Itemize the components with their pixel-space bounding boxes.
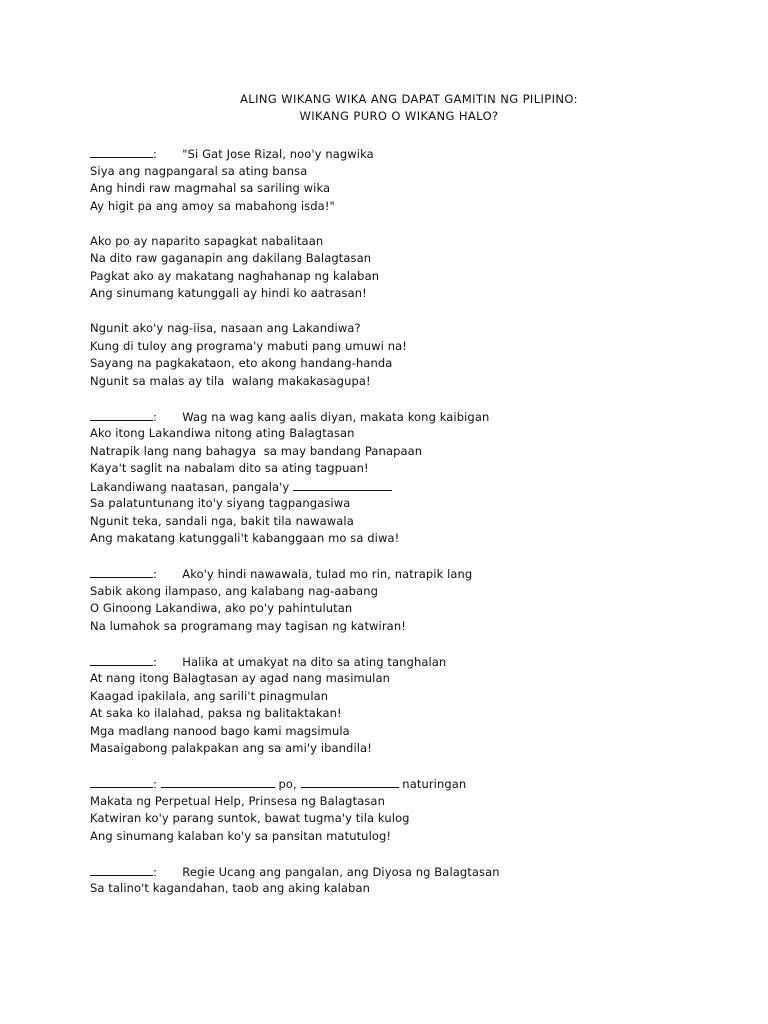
stanza-1	[90, 145, 730, 215]
poem-body	[90, 145, 730, 915]
verse-line: Ang hindi raw magmahal sa sariling wika	[90, 181, 331, 195]
verse-line: Sabik akong ilampaso, ang kalabang nag-aabang	[90, 583, 379, 598]
verse-line: Ang makatang katunggali't kabanggaan mo sa diwa!	[90, 531, 400, 545]
speaker-blank	[90, 863, 153, 876]
verse-line: Pagkat ako ay makatang naghahanap ng kalaban	[90, 268, 380, 283]
stanza-4	[90, 408, 730, 548]
verse-line: Makata ng Perpetual Help, Prinsesa ng Balagtasan	[90, 793, 385, 808]
verse-line: Ako itong Lakandiwa nitong ating Balagtasan	[90, 426, 355, 440]
verse-line: O Ginoong Lakandiwa, ako po'y pahintulutan	[90, 601, 353, 615]
title-line-1: ALING WIKANG WIKA ANG DAPAT GAMITIN NG PILIPINO:	[240, 92, 578, 106]
verse-line: Ngunit teka, sandali nga, bakit tila nawawala	[90, 513, 354, 528]
verse-line: Masaigabong palakpakan ang sa ami'y ibandila!	[90, 741, 372, 755]
stanza-8	[90, 863, 730, 898]
stanza-7	[90, 775, 730, 845]
name-blank	[293, 478, 392, 491]
verse-line: Katwiran ko'y parang suntok, bawat tugma'y tila kulog	[90, 811, 410, 825]
speaker-blank	[90, 145, 153, 158]
verse-line: Sa palatuntunang ito'y siyang tagpangasiwa	[90, 496, 351, 510]
verse-line: : "Si Gat Jose Rizal, noo'y nagwika	[90, 145, 730, 163]
verse-line: : Halika at umakyat na dito sa ating tanghalan	[90, 653, 730, 671]
verse-line: Ay higit pa ang amoy sa mabahong isda!"	[90, 198, 335, 213]
speaker-blank	[90, 408, 153, 421]
verse-line: Natrapik lang nang bahagya sa may bandang Panapaan	[90, 443, 423, 458]
verse-line: Ngunit ako'y nag-iisa, nasaan ang Lakandiwa?	[90, 321, 361, 335]
stanza-5	[90, 565, 730, 635]
verse-line: Na dito raw gaganapin ang dakilang Balagtasan	[90, 251, 372, 265]
speaker-blank	[90, 565, 153, 578]
verse-line: Siya ang nagpangaral sa ating bansa	[90, 163, 308, 178]
verse-line: Ang sinumang katunggali ay hindi ko aatrasan!	[90, 286, 367, 300]
name-blank	[161, 775, 275, 788]
verse-line: : Wag na wag kang aalis diyan, makata kong kaibigan	[90, 408, 730, 426]
speaker-blank	[90, 775, 153, 788]
title-blank	[301, 775, 399, 788]
verse-line: Ngunit sa malas ay tila walang makakasagupa!	[90, 373, 371, 388]
verse-line: Kung di tuloy ang programa'y mabuti pang umuwi na!	[90, 338, 407, 353]
verse-line: : Regie Ucang ang pangalan, ang Diyosa ng Balagtasan	[90, 863, 730, 881]
verse-line: Kaagad ipakilala, ang sarili't pinagmulan	[90, 688, 329, 703]
verse-line: Ang sinumang kalaban ko'y sa pansitan matutulog!	[90, 828, 392, 843]
speaker-blank	[90, 653, 153, 666]
verse-line: Lakandiwang naatasan, pangala'y	[90, 478, 730, 496]
stanza-3	[90, 320, 730, 390]
title-line-2: WIKANG PURO O WIKANG HALO?	[299, 109, 499, 123]
verse-line: : po, naturingan	[90, 775, 730, 793]
verse-line: Na lumahok sa programang may tagisan ng katwiran!	[90, 618, 406, 633]
verse-line: At nang itong Balagtasan ay agad nang masimulan	[90, 671, 391, 685]
verse-line: Sa talino't kagandahan, taob ang aking kalaban	[90, 881, 370, 895]
verse-line: Mga madlang nanood bago kami magsimula	[90, 723, 350, 738]
verse-line: Ako po ay naparito sapagkat nabalitaan	[90, 233, 324, 248]
verse-line: Sayang na pagkakataon, eto akong handang-handa	[90, 356, 393, 370]
stanza-6	[90, 653, 730, 758]
verse-line: At saka ko ilalahad, paksa ng balitaktakan!	[90, 706, 342, 720]
stanza-2	[90, 233, 730, 303]
verse-line: : Ako'y hindi nawawala, tulad mo rin, natrapik lang	[90, 565, 730, 583]
verse-line: Kaya't saglit na nabalam dito sa ating tagpuan!	[90, 461, 369, 475]
